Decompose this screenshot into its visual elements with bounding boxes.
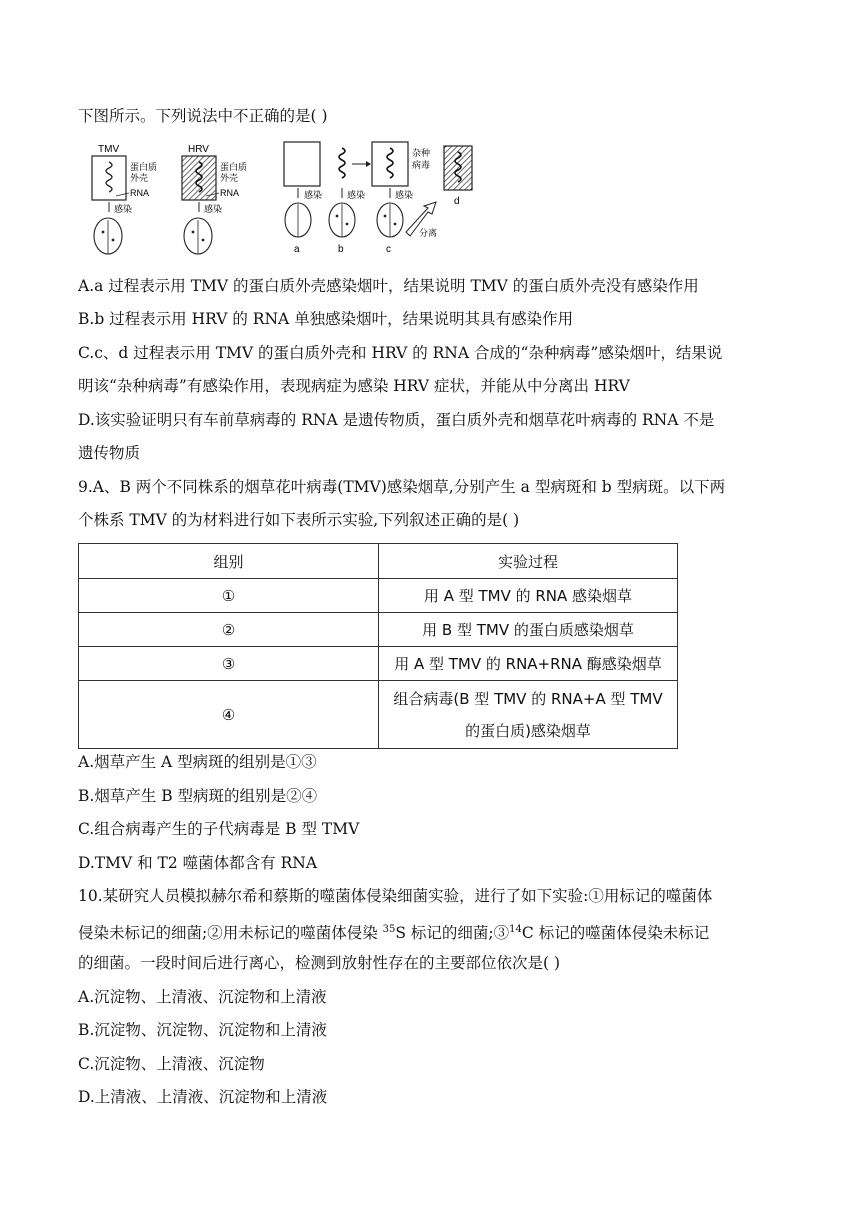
tmv-label: TMV	[98, 144, 120, 155]
svg-text:蛋白质: 蛋白质	[130, 163, 158, 173]
svg-text:d: d	[454, 196, 460, 207]
q8-option-c-cont: 明该“杂种病毒”有感染作用，表现病症为感染 HRV 症状，并能从中分离出 HRV	[78, 377, 630, 395]
svg-text:感染: 感染	[204, 205, 223, 215]
q8-option-b: B.b 过程表示用 HRV 的 RNA 单独感染烟叶，结果说明其具有感染作用	[78, 310, 574, 328]
virus-experiment-figure	[84, 140, 484, 260]
table-row: ④ 组合病毒(B 型 TMV 的 RNA+A 型 TMV 的蛋白质)感染烟草	[79, 681, 678, 749]
q9-option-b: B.烟草产生 B 型病斑的组别是②④	[78, 787, 318, 805]
svg-text:c: c	[386, 244, 391, 255]
table-row: ③ 用 A 型 TMV 的 RNA+RNA 酶感染烟草	[79, 647, 678, 681]
svg-text:感染: 感染	[395, 191, 414, 201]
q10-stem-1: 10.某研究人员模拟赫尔希和蔡斯的噬菌体侵染细菌实验，进行了如下实验:①用标记的噬菌体	[78, 887, 713, 905]
q9-option-d: D.TMV 和 T2 噬菌体都含有 RNA	[78, 854, 318, 872]
hrv-rna	[339, 148, 345, 178]
table-header-process: 实验过程	[379, 544, 678, 579]
q10-stem-3: 的细菌。一段时间后进行离心，检测到放射性存在的主要部位依次是( )	[78, 954, 561, 972]
table-row: ② 用 B 型 TMV 的蛋白质感染烟草	[79, 613, 678, 647]
svg-text:杂种: 杂种	[412, 149, 431, 159]
question-intro: 下图所示。下列说法中不正确的是( )	[78, 107, 328, 125]
empty-coat	[284, 142, 320, 186]
svg-text:感染: 感染	[114, 205, 133, 215]
svg-text:分离: 分离	[419, 229, 438, 239]
q10-stem-2: 侵染未标记的细菌;②用未标记的噬菌体侵染 $^{35}$S 标记的细菌;③$^{14}$C 标记的噬菌体侵染未标记	[78, 924, 710, 943]
experiment-table	[78, 543, 678, 749]
svg-text:外壳: 外壳	[130, 174, 149, 184]
q8-option-d: D.该实验证明只有车前草病毒的 RNA 是遗传物质，蛋白质外壳和烟草花叶病毒的 RNA 不是	[78, 411, 715, 429]
table-row: ① 用 A 型 TMV 的 RNA 感染烟草	[79, 579, 678, 613]
table-header-group: 组别	[79, 544, 379, 579]
svg-text:外壳: 外壳	[220, 174, 239, 184]
svg-text:RNA: RNA	[130, 188, 150, 198]
svg-text:病毒: 病毒	[412, 161, 431, 171]
q10-option-c: C.沉淀物、上清液、沉淀物	[78, 1055, 265, 1073]
q9-option-a: A.烟草产生 A 型病斑的组别是①③	[78, 753, 317, 771]
q10-option-d: D.上清液、上清液、沉淀物和上清液	[78, 1088, 328, 1106]
svg-text:a: a	[294, 244, 300, 255]
q10-option-a: A.沉淀物、上清液、沉淀物和上清液	[78, 988, 327, 1006]
q9-option-c: C.组合病毒产生的子代病毒是 B 型 TMV	[78, 820, 360, 838]
svg-text:b: b	[338, 244, 344, 255]
q10-option-b: B.沉淀物、沉淀物、沉淀物和上清液	[78, 1021, 327, 1039]
tmv-rna-coil	[106, 162, 112, 192]
q8-option-a: A.a 过程表示用 TMV 的蛋白质外壳感染烟叶，结果说明 TMV 的蛋白质外壳没有感染作用	[78, 277, 699, 295]
svg-text:感染: 感染	[304, 191, 323, 201]
svg-text:感染: 感染	[347, 191, 366, 201]
hrv-label: HRV	[188, 144, 209, 155]
svg-text:蛋白质: 蛋白质	[220, 163, 248, 173]
svg-text:RNA: RNA	[220, 188, 240, 198]
q9-stem-2: 个株系 TMV 的为材料进行如下表所示实验,下列叙述正确的是( )	[78, 511, 520, 529]
q8-option-d-cont: 遗传物质	[78, 444, 141, 462]
q9-stem-1: 9.A、B 两个不同株系的烟草花叶病毒(TMV)感染烟草,分别产生 a 型病斑和 b 型病斑。以下两	[78, 478, 726, 496]
q8-option-c: C.c、d 过程表示用 TMV 的蛋白质外壳和 HRV 的 RNA 合成的“杂种病毒”感染烟叶，结果说	[78, 344, 723, 362]
